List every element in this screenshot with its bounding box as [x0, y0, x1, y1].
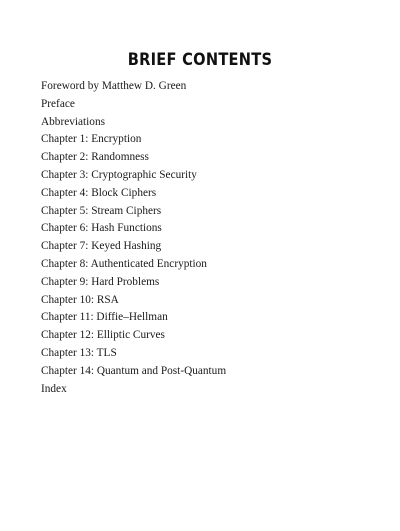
toc-entry-chapter-4: Chapter 4: Block Ciphers — [41, 186, 157, 199]
toc-entry-chapter-7: Chapter 7: Keyed Hashing — [41, 240, 162, 253]
toc-entry-preface: Preface — [41, 97, 75, 110]
toc-entry-chapter-6: Chapter 6: Hash Functions — [41, 222, 162, 235]
table-of-contents — [41, 78, 226, 398]
toc-entry-chapter-11: Chapter 11: Diffie–Hellman — [41, 311, 168, 324]
toc-entry-index: Index — [41, 382, 67, 395]
toc-entry-chapter-14: Chapter 14: Quantum and Post-Quantum — [41, 364, 227, 377]
toc-entry-chapter-12: Chapter 12: Elliptic Curves — [41, 329, 165, 342]
page-title: BRIEF CONTENTS — [127, 50, 273, 70]
toc-entry-chapter-3: Chapter 3: Cryptographic Security — [41, 168, 197, 181]
toc-entry-chapter-8: Chapter 8: Authenticated Encryption — [41, 257, 207, 270]
toc-entry-foreword: Foreword by Matthew D. Green — [41, 80, 187, 92]
toc-entry-chapter-5: Chapter 5: Stream Ciphers — [41, 204, 162, 217]
toc-entry-chapter-13: Chapter 13: TLS — [41, 346, 117, 359]
toc-entry-chapter-10: Chapter 10: RSA — [41, 293, 119, 306]
toc-entry-chapter-1: Chapter 1: Encryption — [41, 133, 142, 146]
toc-entry-chapter-2: Chapter 2: Randomness — [41, 151, 149, 164]
toc-entry-abbreviations: Abbreviations — [41, 115, 106, 128]
toc-entry-chapter-9: Chapter 9: Hard Problems — [41, 275, 160, 288]
